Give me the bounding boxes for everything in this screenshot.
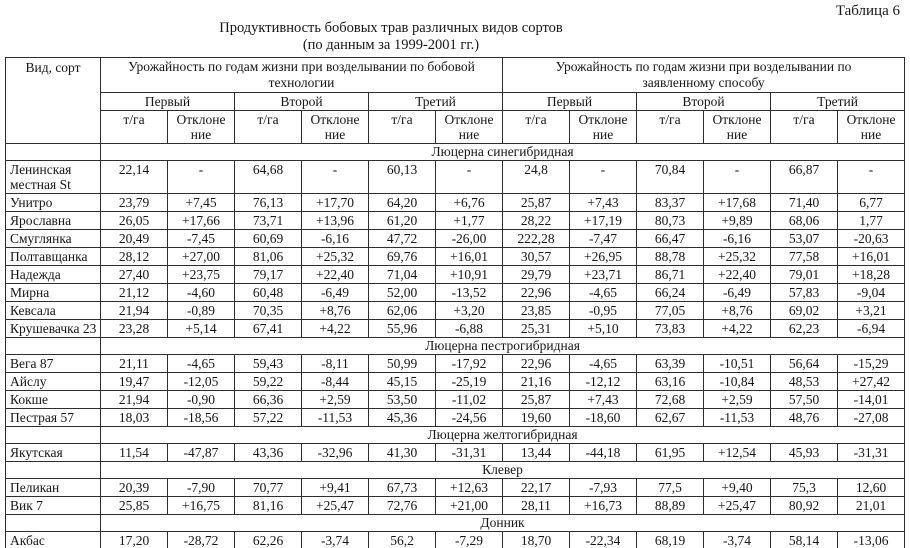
variety-name-cell: Акбас [6, 532, 101, 548]
unit-header: т/га [101, 111, 168, 144]
value-cell: +7,43 [570, 391, 637, 409]
unit-header: т/га [235, 111, 302, 144]
table-title: Продуктивность бобовых трав различных видов сортов [219, 20, 563, 36]
value-cell: 77,58 [771, 248, 838, 266]
variety-name-cell: Кевсала [6, 302, 101, 320]
unit-header-row [6, 111, 905, 144]
section-title: Люцерна желтогибридная [101, 427, 905, 444]
value-cell: 71,04 [369, 266, 436, 284]
value-cell: +21,00 [436, 497, 503, 515]
value-cell: +25,32 [302, 248, 369, 266]
value-cell: 11,54 [101, 444, 168, 462]
value-cell: -15,29 [838, 355, 905, 373]
value-cell: -0,90 [168, 391, 235, 409]
value-cell: 13,44 [503, 444, 570, 462]
value-cell: 25,85 [101, 497, 168, 515]
value-cell: -8,11 [302, 355, 369, 373]
value-cell: 83,37 [637, 194, 704, 212]
table-row [6, 302, 905, 320]
value-cell: +7,45 [168, 194, 235, 212]
section-title: Люцерна синегибридная [101, 144, 905, 161]
value-cell: 66,47 [637, 230, 704, 248]
value-cell: 64,20 [369, 194, 436, 212]
variety-name-cell: Надежда [6, 266, 101, 284]
value-cell: +22,40 [704, 266, 771, 284]
year-header-first: Первый [503, 93, 637, 111]
value-cell: 29,79 [503, 266, 570, 284]
variety-name-cell: Унитро [6, 194, 101, 212]
value-cell: 60,69 [235, 230, 302, 248]
section-title: Донник [101, 515, 905, 532]
variety-name-cell: Ярославна [6, 212, 101, 230]
value-cell: -6,94 [838, 320, 905, 338]
variety-name-cell: Вик 7 [6, 497, 101, 515]
variety-name-cell: Якутская [6, 444, 101, 462]
table-row [6, 479, 905, 497]
section-row [6, 462, 905, 479]
value-cell: +1,77 [436, 212, 503, 230]
value-cell: -10,51 [704, 355, 771, 373]
group-header-line: Урожайность по годам жизни при возделывании по бобовой [128, 59, 475, 74]
value-cell: -11,53 [704, 409, 771, 427]
value-cell: -8,44 [302, 373, 369, 391]
value-cell: 64,68 [235, 161, 302, 194]
value-cell: +5,14 [168, 320, 235, 338]
group-header-line: заявленному способу [642, 75, 765, 90]
value-cell: +25,47 [704, 497, 771, 515]
value-cell: -4,60 [168, 284, 235, 302]
section-row-spacer-cell [6, 338, 101, 355]
value-cell: - [704, 161, 771, 194]
variety-name-cell: Ленинская местная St [6, 161, 101, 194]
value-cell: +12,63 [436, 479, 503, 497]
value-cell: 45,93 [771, 444, 838, 462]
value-cell: - [570, 161, 637, 194]
value-cell: +25,32 [704, 248, 771, 266]
unit-header: т/га [369, 111, 436, 144]
value-cell: 55,96 [369, 320, 436, 338]
value-cell: +27,00 [168, 248, 235, 266]
value-cell: -28,72 [168, 532, 235, 548]
value-cell: -11,53 [302, 409, 369, 427]
value-cell: +4,22 [302, 320, 369, 338]
value-cell: 68,19 [637, 532, 704, 548]
group-header-line: Урожайность по годам жизни при возделывании по [555, 59, 852, 74]
value-cell: -14,01 [838, 391, 905, 409]
section-row [6, 427, 905, 444]
value-cell: +3,20 [436, 302, 503, 320]
table-row [6, 230, 905, 248]
value-cell: 26,05 [101, 212, 168, 230]
section-row [6, 515, 905, 532]
value-cell: +16,75 [168, 497, 235, 515]
value-cell: -9,04 [838, 284, 905, 302]
value-cell: 57,50 [771, 391, 838, 409]
value-cell: 21,94 [101, 391, 168, 409]
group-header-legume-tech [101, 58, 503, 93]
value-cell: -4,65 [570, 284, 637, 302]
value-cell: 79,17 [235, 266, 302, 284]
year-header-second: Второй [637, 93, 771, 111]
value-cell: 61,95 [637, 444, 704, 462]
value-cell: +17,68 [704, 194, 771, 212]
title-block [0, 20, 782, 54]
value-cell: +2,59 [302, 391, 369, 409]
value-cell: -32,96 [302, 444, 369, 462]
value-cell: 80,73 [637, 212, 704, 230]
value-cell: 62,23 [771, 320, 838, 338]
value-cell: -11,02 [436, 391, 503, 409]
value-cell: +5,10 [570, 320, 637, 338]
value-cell: -0,95 [570, 302, 637, 320]
value-cell: - [838, 161, 905, 194]
section-row-spacer-cell [6, 427, 101, 444]
value-cell: 17,20 [101, 532, 168, 548]
value-cell: 22,96 [503, 355, 570, 373]
value-cell: -6,49 [302, 284, 369, 302]
value-cell: +18,28 [838, 266, 905, 284]
value-cell: -0,89 [168, 302, 235, 320]
value-cell: 79,01 [771, 266, 838, 284]
value-cell: 47,72 [369, 230, 436, 248]
value-cell: +27,42 [838, 373, 905, 391]
value-cell: -22,34 [570, 532, 637, 548]
value-cell: +3,21 [838, 302, 905, 320]
value-cell: 28,11 [503, 497, 570, 515]
variety-name-cell: Смуглянка [6, 230, 101, 248]
value-cell: 66,24 [637, 284, 704, 302]
value-cell: 76,13 [235, 194, 302, 212]
section-row [6, 338, 905, 355]
value-cell: -18,56 [168, 409, 235, 427]
value-cell: +6,76 [436, 194, 503, 212]
value-cell: 19,60 [503, 409, 570, 427]
value-cell: 57,22 [235, 409, 302, 427]
deviation-header: Отклоне ние [436, 111, 503, 144]
value-cell: -12,05 [168, 373, 235, 391]
value-cell: +4,22 [704, 320, 771, 338]
variety-name-cell: Крушевачка 23 [6, 320, 101, 338]
value-cell: 81,06 [235, 248, 302, 266]
table-subtitle: (по данным за 1999-2001 гг.) [302, 37, 480, 53]
variety-name-cell: Пестрая 57 [6, 409, 101, 427]
table-row [6, 212, 905, 230]
value-cell: 53,07 [771, 230, 838, 248]
value-cell: +25,47 [302, 497, 369, 515]
value-cell: - [168, 161, 235, 194]
value-cell: -4,65 [168, 355, 235, 373]
value-cell: 53,50 [369, 391, 436, 409]
value-cell: 43,36 [235, 444, 302, 462]
table-header [6, 58, 905, 144]
value-cell: 6,77 [838, 194, 905, 212]
value-cell: -27,08 [838, 409, 905, 427]
value-cell: 62,06 [369, 302, 436, 320]
value-cell: 21,11 [101, 355, 168, 373]
value-cell: -7,47 [570, 230, 637, 248]
unit-header: т/га [637, 111, 704, 144]
value-cell: +23,71 [570, 266, 637, 284]
value-cell: 58,14 [771, 532, 838, 548]
value-cell: 61,20 [369, 212, 436, 230]
value-cell: 25,87 [503, 391, 570, 409]
group-header-row [6, 58, 905, 93]
value-cell: 25,31 [503, 320, 570, 338]
value-cell: -10,84 [704, 373, 771, 391]
table-row [6, 532, 905, 548]
table-row [6, 320, 905, 338]
value-cell: -20,63 [838, 230, 905, 248]
value-cell: -13,06 [838, 532, 905, 548]
value-cell: 21,12 [101, 284, 168, 302]
value-cell: -7,93 [570, 479, 637, 497]
value-cell: 73,71 [235, 212, 302, 230]
value-cell: +16,01 [838, 248, 905, 266]
value-cell: 62,67 [637, 409, 704, 427]
value-cell: 63,39 [637, 355, 704, 373]
value-cell: -17,92 [436, 355, 503, 373]
value-cell: 59,22 [235, 373, 302, 391]
value-cell: 88,78 [637, 248, 704, 266]
deviation-header: Отклоне ние [570, 111, 637, 144]
value-cell: -12,12 [570, 373, 637, 391]
variety-name-cell: Полтавщанка [6, 248, 101, 266]
value-cell: 71,40 [771, 194, 838, 212]
value-cell: -6,16 [704, 230, 771, 248]
value-cell: 45,15 [369, 373, 436, 391]
value-cell: 30,57 [503, 248, 570, 266]
deviation-header: Отклоне ние [838, 111, 905, 144]
value-cell: 1,77 [838, 212, 905, 230]
value-cell: -4,65 [570, 355, 637, 373]
section-title: Клевер [101, 462, 905, 479]
value-cell: 73,83 [637, 320, 704, 338]
value-cell: 25,87 [503, 194, 570, 212]
value-cell: 62,26 [235, 532, 302, 548]
table-row [6, 284, 905, 302]
value-cell: 59,43 [235, 355, 302, 373]
year-header-second: Второй [235, 93, 369, 111]
value-cell: -26,00 [436, 230, 503, 248]
value-cell: 69,76 [369, 248, 436, 266]
group-header-claimed-method [503, 58, 905, 93]
variety-name-cell: Айслу [6, 373, 101, 391]
value-cell: +22,40 [302, 266, 369, 284]
value-cell: 28,22 [503, 212, 570, 230]
group-header-line: технологии [268, 75, 335, 90]
value-cell: 60,48 [235, 284, 302, 302]
year-header-third: Третий [771, 93, 905, 111]
value-cell: 22,14 [101, 161, 168, 194]
value-cell: 68,06 [771, 212, 838, 230]
value-cell: +16,01 [436, 248, 503, 266]
value-cell: 86,71 [637, 266, 704, 284]
value-cell: -18,60 [570, 409, 637, 427]
value-cell: 18,70 [503, 532, 570, 548]
table-row [6, 444, 905, 462]
table-row [6, 194, 905, 212]
value-cell: 41,30 [369, 444, 436, 462]
value-cell: -31,31 [838, 444, 905, 462]
value-cell: 20,49 [101, 230, 168, 248]
table-row [6, 497, 905, 515]
value-cell: -7,29 [436, 532, 503, 548]
value-cell: 23,85 [503, 302, 570, 320]
value-cell: 21,16 [503, 373, 570, 391]
value-cell: 66,87 [771, 161, 838, 194]
value-cell: -7,90 [168, 479, 235, 497]
value-cell: 22,96 [503, 284, 570, 302]
value-cell: 23,28 [101, 320, 168, 338]
value-cell: -24,56 [436, 409, 503, 427]
value-cell: 23,79 [101, 194, 168, 212]
value-cell: -6,49 [704, 284, 771, 302]
value-cell: +17,70 [302, 194, 369, 212]
value-cell: 77,5 [637, 479, 704, 497]
value-cell: 67,41 [235, 320, 302, 338]
value-cell: 52,00 [369, 284, 436, 302]
value-cell: -3,74 [302, 532, 369, 548]
value-cell: 70,77 [235, 479, 302, 497]
section-row-spacer-cell [6, 515, 101, 532]
value-cell: 72,68 [637, 391, 704, 409]
deviation-header: Отклоне ние [168, 111, 235, 144]
value-cell: 28,12 [101, 248, 168, 266]
value-cell: 88,89 [637, 497, 704, 515]
value-cell: -6,88 [436, 320, 503, 338]
value-cell: +8,76 [704, 302, 771, 320]
table-row [6, 355, 905, 373]
unit-header: т/га [503, 111, 570, 144]
value-cell: 56,2 [369, 532, 436, 548]
value-cell: +23,75 [168, 266, 235, 284]
section-row-spacer-cell [6, 462, 101, 479]
value-cell: 57,83 [771, 284, 838, 302]
year-header-row [6, 93, 905, 111]
value-cell: - [302, 161, 369, 194]
table-number-label: Таблица 6 [835, 3, 900, 19]
value-cell: 70,84 [637, 161, 704, 194]
variety-name-cell: Мирна [6, 284, 101, 302]
value-cell: -7,45 [168, 230, 235, 248]
deviation-header: Отклоне ние [704, 111, 771, 144]
value-cell: 48,76 [771, 409, 838, 427]
value-cell: 75,3 [771, 479, 838, 497]
variety-name-cell: Пеликан [6, 479, 101, 497]
table-row [6, 266, 905, 284]
value-cell: -3,74 [704, 532, 771, 548]
value-cell: 21,94 [101, 302, 168, 320]
value-cell: +10,91 [436, 266, 503, 284]
value-cell: 48,53 [771, 373, 838, 391]
year-header-third: Третий [369, 93, 503, 111]
value-cell: 77,05 [637, 302, 704, 320]
value-cell: 20,39 [101, 479, 168, 497]
section-title: Люцерна пестрогибридная [101, 338, 905, 355]
corner-header-cell: Вид, сорт [6, 58, 101, 144]
value-cell: 19,47 [101, 373, 168, 391]
variety-name-cell: Кокше [6, 391, 101, 409]
table-row [6, 161, 905, 194]
value-cell: -47,87 [168, 444, 235, 462]
value-cell: 21,01 [838, 497, 905, 515]
value-cell: 80,92 [771, 497, 838, 515]
value-cell: -13,52 [436, 284, 503, 302]
value-cell: - [436, 161, 503, 194]
productivity-table [5, 57, 905, 548]
section-row-spacer-cell [6, 144, 101, 161]
unit-header: т/га [771, 111, 838, 144]
value-cell: +17,19 [570, 212, 637, 230]
value-cell: 72,76 [369, 497, 436, 515]
value-cell: 60,13 [369, 161, 436, 194]
value-cell: 63,16 [637, 373, 704, 391]
value-cell: 70,35 [235, 302, 302, 320]
value-cell: +13,96 [302, 212, 369, 230]
value-cell: -6,16 [302, 230, 369, 248]
year-header-first: Первый [101, 93, 235, 111]
value-cell: +9,41 [302, 479, 369, 497]
value-cell: +7,43 [570, 194, 637, 212]
value-cell: +9,40 [704, 479, 771, 497]
table-body [6, 144, 905, 548]
variety-name-cell: Вега 87 [6, 355, 101, 373]
value-cell: +26,95 [570, 248, 637, 266]
value-cell: 45,36 [369, 409, 436, 427]
value-cell: 22,17 [503, 479, 570, 497]
value-cell: 24,8 [503, 161, 570, 194]
table-row [6, 248, 905, 266]
value-cell: 67,73 [369, 479, 436, 497]
value-cell: 56,64 [771, 355, 838, 373]
value-cell: +16,73 [570, 497, 637, 515]
value-cell: +9,89 [704, 212, 771, 230]
table-row [6, 391, 905, 409]
value-cell: +12,54 [704, 444, 771, 462]
value-cell: +17,66 [168, 212, 235, 230]
table-row [6, 373, 905, 391]
value-cell: 27,40 [101, 266, 168, 284]
value-cell: 12,60 [838, 479, 905, 497]
value-cell: 18,03 [101, 409, 168, 427]
value-cell: 66,36 [235, 391, 302, 409]
section-row [6, 144, 905, 161]
deviation-header: Отклоне ние [302, 111, 369, 144]
value-cell: 222,28 [503, 230, 570, 248]
value-cell: +2,59 [704, 391, 771, 409]
value-cell: 50,99 [369, 355, 436, 373]
value-cell: 81,16 [235, 497, 302, 515]
value-cell: 69,02 [771, 302, 838, 320]
value-cell: -44,18 [570, 444, 637, 462]
value-cell: -25,19 [436, 373, 503, 391]
table-row [6, 409, 905, 427]
value-cell: -31,31 [436, 444, 503, 462]
value-cell: +8,76 [302, 302, 369, 320]
